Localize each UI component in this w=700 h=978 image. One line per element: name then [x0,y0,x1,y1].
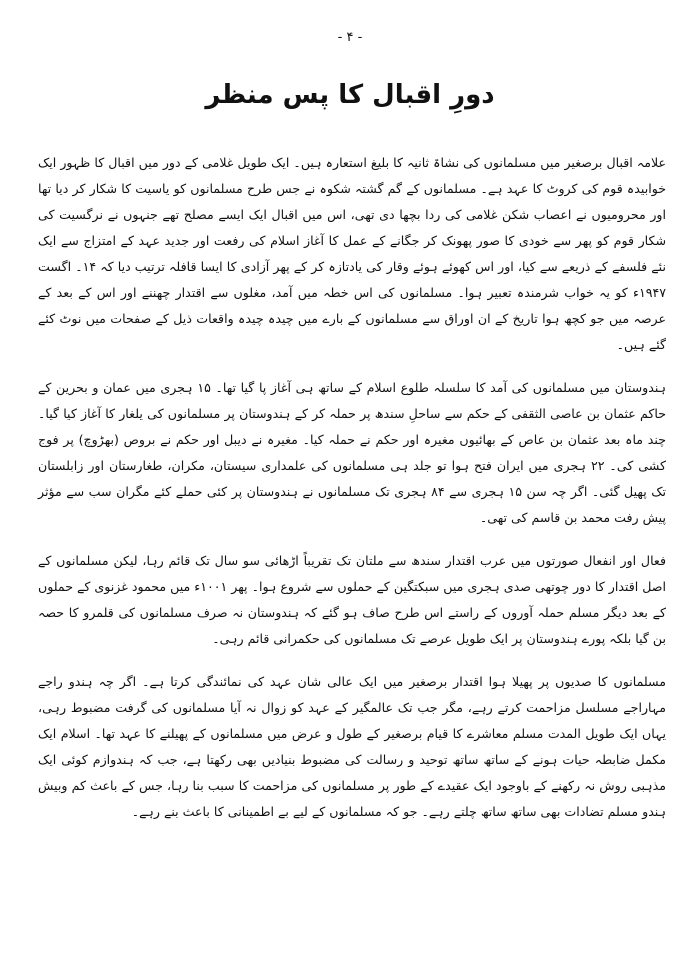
paragraph-2: ہندوستان میں مسلمانوں کی آمد کا سلسلہ طلوع اسلام کے ساتھ ہی آغاز پا گیا تھا۔ ۱۵ ہجری میں عمان و بحرین کے حاکم عثمان بن عاصی الثقفی کے حکم سے ساحلِ سندھ پر حملہ کر کے ہندوستان پر مسلمانوں کی یلغار کا آغاز کیا گیا۔ چند ماہ بعد عثمان بن عاص کے بھائیوں مغیرہ اور حکم نے حملہ کیا۔ مغیرہ نے دیبل اور حکم نے بروص (بھڑوچ) پر فوج کشی کی۔ ۲۲ ہجری میں ایران فتح ہوا تو جلد ہی مسلمانوں کی علمداری سیستان، مکران، طغارستان اور زابلستان تک پھیل گئی۔ اگر چہ سن ۱۵ ہجری سے ۸۴ ہجری تک مسلمانوں نے ہندوستان پر کئی حملے کئے مگران سب سے مؤثر پیش رفت محمد بن قاسم کی تھی۔ [38,380,667,525]
paragraph-1: علامہ اقبال برصغیر میں مسلمانوں کی نشاۃ ثانیہ کا بلیغ استعارہ ہیں۔ ایک طویل غلامی کے دور میں اقبال کا ظہور ایک خوابیدہ قوم کی کروٹ کا عہد ہے۔ مسلمانوں کے گم گشتہ شکوہ نے جس طرح مسلمانوں کو یاسیت کا شکار کر دیا تھا اور محرومیوں نے اعصاب شکن غلامی کی ردا بچھا دی تھی، اس میں اقبال ایک ایسے مصلح تھے جنہوں نے نرگسیت کی شکار قوم کو پھر سے خودی کا صور پھونک کر جگانے کے عمل کا آغاز اسلام کی رفعت اور جدید عہد کے امتزاج سے ایک نئے فلسفے کے ذریعے سے کیا، اور اس کھوئے ہوئے وقار کی یادتازہ کر کے پھر آزادی کا ایسا قافلہ ترتیب دیا کہ ۱۴۔ اگست ۱۹۴۷ء کو یہ خواب شرمندہ تعبیر ہوا۔ مسلمانوں کی اس خطہ میں آمد، مغلوں سے اقتدار چھننے اور اس کے بعد کے عرصہ میں جو کچھ ہوا تاریخ کے ان اوراق سے مسلمانوں کے بارے میں چیدہ چیدہ واقعات ذیل کے صفحات میں نوٹ کئے گئے ہیں۔ [38,155,666,352]
page-number: - ۴ - [337,30,363,45]
paragraph-3: فعال اور انفعال صورتوں میں عرب اقتدار سندھ سے ملتان تک تقریباً اڑھائی سو سال تک قائم رہا، لیکن مسلمانوں کے اصل اقتدار کا دور چوتھی صدی ہجری میں سبکتگین کے حملوں سے شروع ہوا۔ پھر ۱۰۰۱ء میں محمود غزنوی کے حملوں کے بعد دیگر مسلم حملہ آوروں کے راستے اس طرح صاف ہو گئے کہ ہندوستان نہ صرف مسلمانوں کی قلمرو کا حصہ بن گیا بلکہ پورے ہندوستان پر ایک طویل عرصے تک مسلمانوں کی حکمرانی قائم رہی۔ [38,553,666,646]
paragraph-4: مسلمانوں کا صدیوں پر پھیلا ہوا اقتدار برصغیر میں ایک عالی شان عہد کی نمائندگی کرتا ہے۔ اگر چہ ہندو راجے مہاراجے مسلسل مزاحمت کرتے رہے، مگر جب تک عالمگیر کے عہد کو زوال نہ آیا مسلمانوں کی گرفت مضبوط رہی، یہاں ایک طویل المدت مسلم معاشرے کا قیام برصغیر کے طول و عرض میں مسلمانوں کے پھیلنے کا عہد تھا۔ اسلام ایک مکمل ضابطہ حیات ہونے کے ساتھ ساتھ توحید و رسالت کی مضبوط بنیادیں بھی رکھتا ہے، جب کہ ہندوازم کوئی ایک مذہبی روش نہ رکھنے کے باوجود ایک عقیدے کے طور پر مسلمانوں کی مزاحمت کا سبب بنا رہا، جس کے باعث کم وبیش ہندو مسلم تضادات بھی ساتھ ساتھ چلتے رہے۔ جو کہ مسلمانوں کے لیے بے اطمینانی کا باعث بنے رہے۔ [38,674,666,819]
body-text [38,150,666,825]
chapter-title: دورِ اقبال کا پس منظر [205,80,495,110]
